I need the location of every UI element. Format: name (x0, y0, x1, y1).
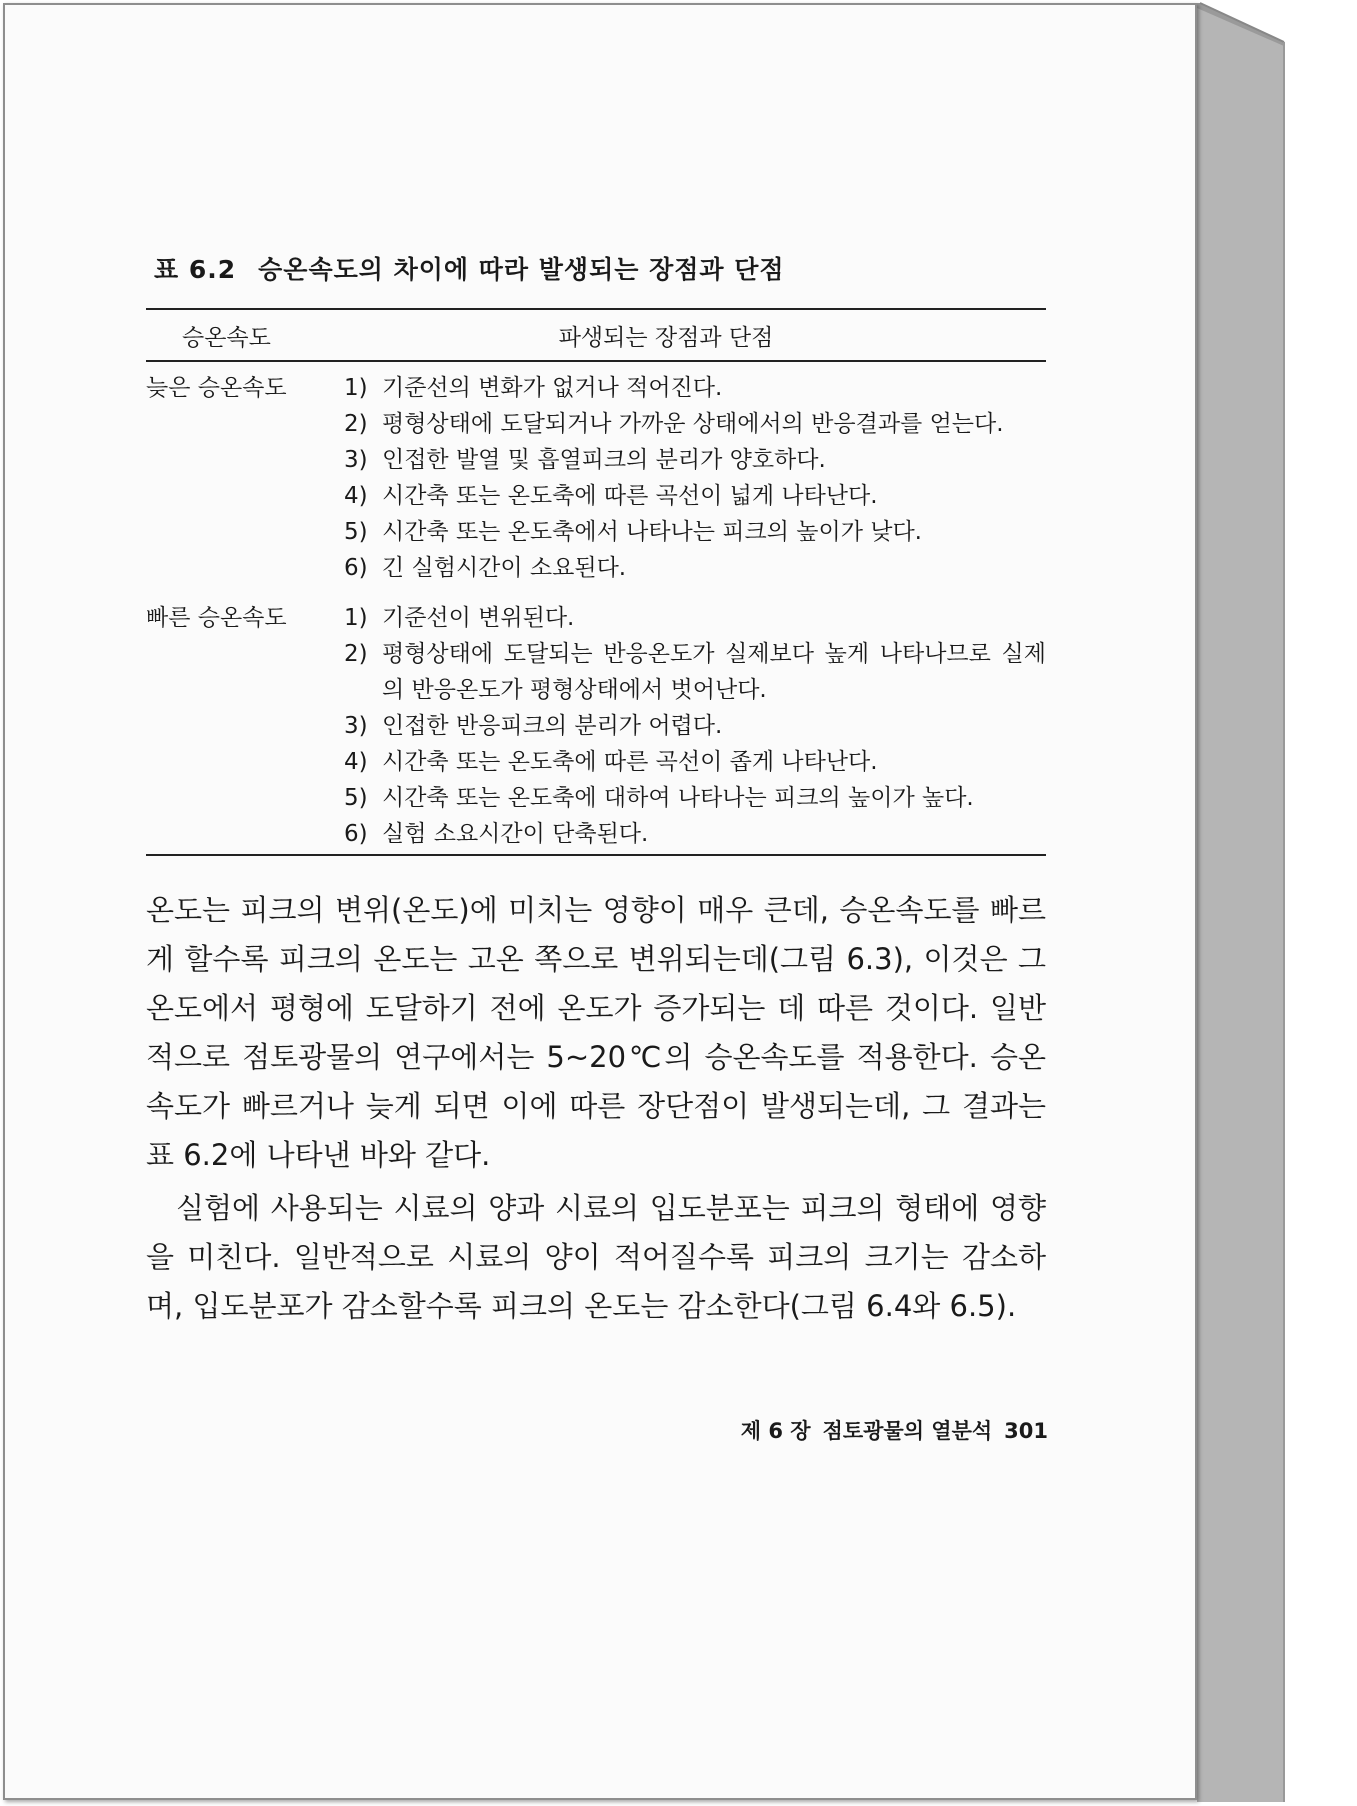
item-number: 2) (344, 641, 368, 667)
list-item (344, 744, 1046, 780)
list-item (344, 442, 1046, 478)
item-text: 시간축 또는 온도축에 따른 곡선이 넓게 나타난다. (382, 483, 878, 509)
table-row-slow (146, 362, 1046, 586)
item-text: 실험 소요시간이 단축된다. (382, 821, 649, 847)
page-number: 301 (1004, 1419, 1048, 1443)
item-number: 6) (344, 555, 368, 581)
item-number: 1) (344, 605, 368, 631)
list-item (344, 600, 1046, 636)
item-text: 기준선이 변위된다. (382, 605, 575, 631)
table-bottom-rule (146, 854, 1046, 856)
table-header-rate: 승온속도 (182, 324, 271, 351)
list-item (344, 708, 1046, 744)
table-caption-number: 표 6.2 (154, 255, 237, 284)
row-label-slow: 늦은 승온속도 (146, 375, 287, 401)
list-item (344, 406, 1046, 442)
item-number: 5) (344, 785, 368, 811)
item-number: 3) (344, 447, 368, 473)
item-text: 긴 실험시간이 소요된다. (382, 555, 627, 581)
item-text: 시간축 또는 온도축에서 나타나는 피크의 높이가 낮다. (382, 519, 922, 545)
item-number: 4) (344, 483, 368, 509)
list-item (344, 514, 1046, 550)
item-number: 6) (344, 821, 368, 847)
table-header-effects: 파생되는 장점과 단점 (558, 324, 774, 351)
item-number: 2) (344, 411, 368, 437)
list-item (344, 780, 1046, 816)
row-items-slow (344, 370, 1046, 586)
item-number: 1) (344, 375, 368, 401)
item-number: 4) (344, 749, 368, 775)
item-text: 기준선의 변화가 없거나 적어진다. (382, 375, 723, 401)
table-caption (154, 250, 1046, 286)
paragraph: 온도는 피크의 변위(온도)에 미치는 영향이 매우 큰데, 승온속도를 빠르게 할수록 피크의 온도는 고온 쪽으로 변위되는데(그림 6.3), 이것은 그 온도에서 평형에 도달하기 전에 온도가 증가되는 데 따른 것이다. 일반적으로 점토광물의 연구에서는 5~20℃의 승온속도를 적용한다. 승온속도가 빠르거나 늦게 되면 이에 따른 장단점이 발생되는데, 그 결과는 표 6.2에 나타낸 바와 같다. (146, 893, 1046, 1172)
item-text: 시간축 또는 온도축에 대하여 나타나는 피크의 높이가 높다. (382, 785, 974, 811)
item-text: 평형상태에 도달되거나 가까운 상태에서의 반응결과를 얻는다. (382, 411, 1004, 437)
list-item (344, 636, 1046, 708)
item-number: 5) (344, 519, 368, 545)
table-caption-text: 승온속도의 차이에 따라 발생되는 장점과 단점 (258, 255, 785, 284)
item-text: 인접한 반응피크의 분리가 어렵다. (382, 713, 723, 739)
footer-chapter: 제 6 장 (740, 1419, 811, 1443)
body-text (146, 886, 1046, 1331)
row-items-fast (344, 600, 1046, 852)
list-item (344, 370, 1046, 406)
row-label-fast: 빠른 승온속도 (146, 605, 287, 631)
item-text: 평형상태에 도달되는 반응온도가 실제보다 높게 나타나므로 실제의 반응온도가 평형상태에서 벗어난다. (382, 641, 1046, 703)
paragraph: 실험에 사용되는 시료의 양과 시료의 입도분포는 피크의 형태에 영향을 미친다. 일반적으로 시료의 양이 적어질수록 피크의 크기는 감소하며, 입도분포가 감소할수록 피크의 온도는 감소한다(그림 6.4와 6.5). (146, 1191, 1046, 1323)
page-content (146, 250, 1046, 1331)
item-text: 인접한 발열 및 흡열피크의 분리가 양호하다. (382, 447, 826, 473)
item-number: 3) (344, 713, 368, 739)
table-header (146, 310, 1046, 360)
footer-title: 점토광물의 열분석 (822, 1419, 993, 1443)
list-item (344, 478, 1046, 514)
list-item (344, 816, 1046, 852)
list-item (344, 550, 1046, 586)
running-footer (650, 1415, 1048, 1445)
item-text: 시간축 또는 온도축에 따른 곡선이 좁게 나타난다. (382, 749, 878, 775)
table-row-fast (146, 586, 1046, 854)
